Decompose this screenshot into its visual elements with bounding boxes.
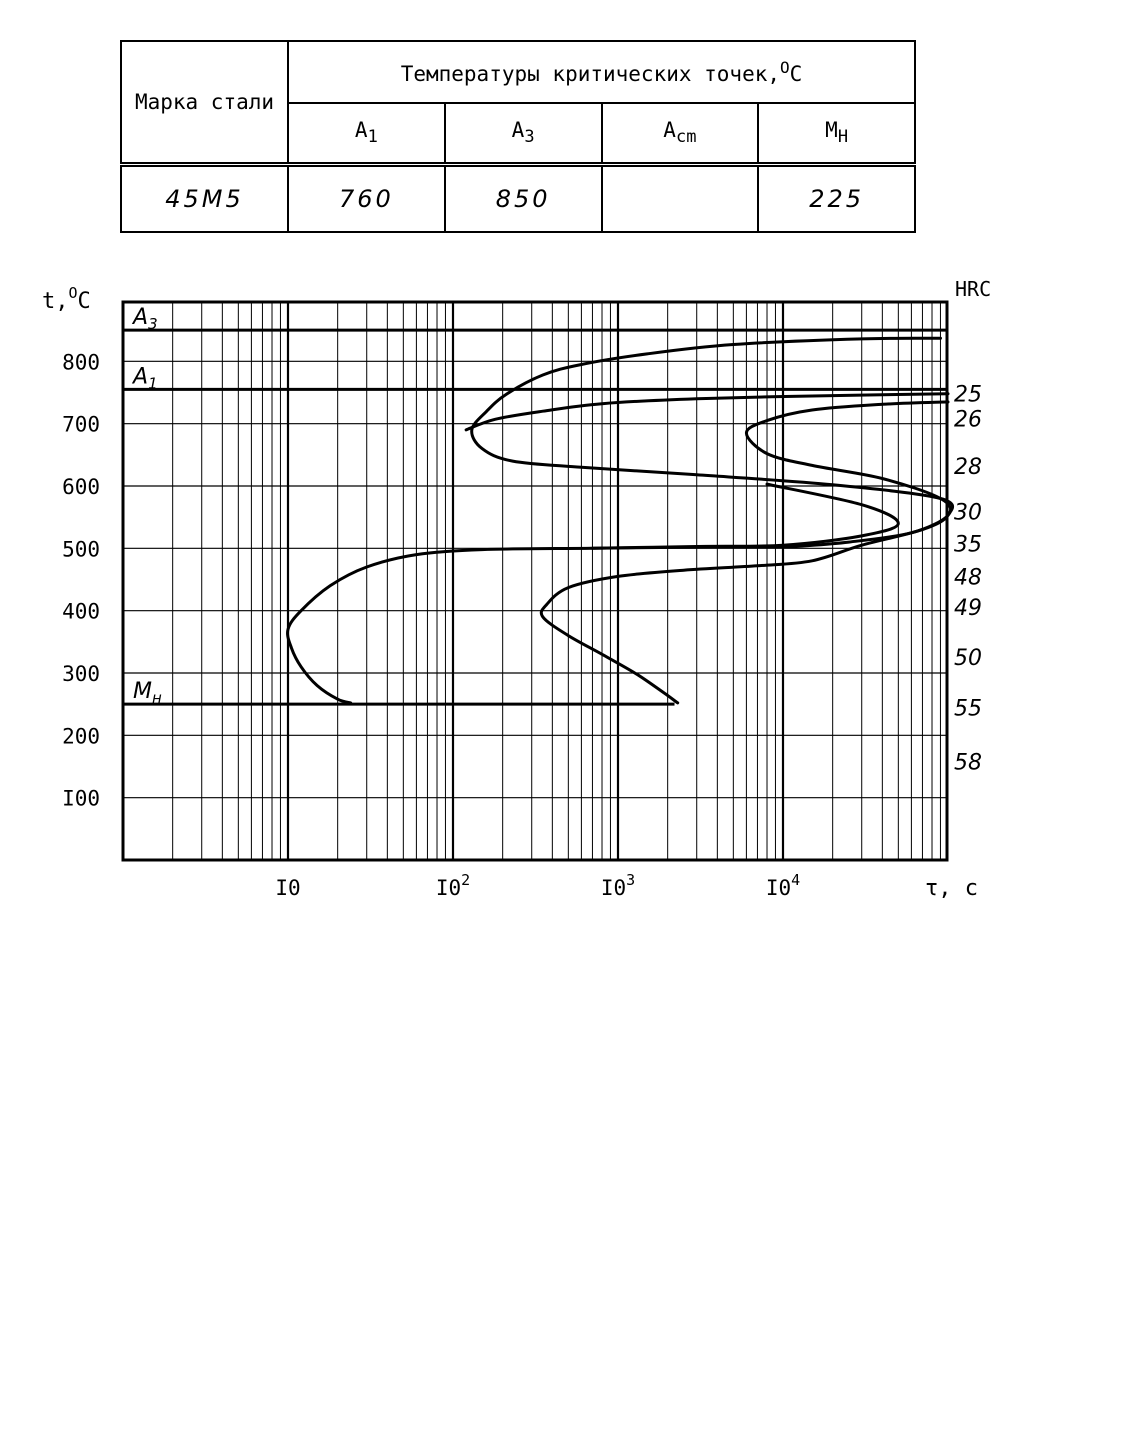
critical-points-table: [120, 40, 916, 233]
col-header-a3: $A_3$: [445, 103, 602, 165]
hrc-value-label: 35: [954, 532, 982, 558]
transformation-curve: [288, 547, 797, 703]
reference-lines: [123, 330, 947, 704]
plot-frame: [123, 302, 947, 860]
y-tick-label: 800: [62, 350, 100, 375]
transformation-curve: [592, 484, 898, 548]
hrc-value-label: 28: [954, 455, 982, 481]
hrc-value-label: 49: [954, 595, 982, 621]
transformation-curve: [466, 394, 948, 430]
x-tick-label: $I0^4$: [765, 871, 801, 900]
temps-header: [288, 41, 915, 103]
x-tick-label: I0: [275, 876, 301, 900]
cell-acm: [602, 165, 759, 233]
x-tick-label: $I0^3$: [600, 871, 636, 900]
hrc-value-label: 25: [954, 382, 982, 408]
reference-line-label: $A_3$: [133, 305, 158, 334]
temps-unit: C: [789, 62, 803, 86]
cell-a3: 850: [445, 165, 602, 233]
hrc-value-label: 48: [954, 565, 982, 591]
col-header-mh: $M_H$: [758, 103, 915, 165]
y-tick-label: 700: [62, 412, 100, 437]
hrc-value-label: 58: [954, 750, 982, 776]
hrc-value-label: 30: [954, 500, 982, 526]
temps-header-text: Температуры критических точек,: [400, 62, 780, 86]
hrc-value-label: 26: [954, 407, 982, 433]
ttt-diagram: [0, 270, 1132, 910]
temps-unit-sup: O: [780, 58, 790, 77]
grid: [123, 302, 947, 860]
transformation-curve: [472, 338, 953, 703]
x-axis-label: τ, с: [925, 876, 978, 901]
labels: [42, 277, 991, 901]
x-tick-label: $I0^2$: [435, 871, 471, 900]
y-tick-label: I00: [62, 786, 100, 811]
y-axis-label: t,$^O$C: [42, 284, 91, 314]
hrc-value-label: 50: [954, 645, 982, 671]
reference-line-label: $A_1$: [133, 364, 158, 393]
y-tick-label: 300: [62, 662, 100, 686]
y-tick-label: 200: [62, 724, 100, 749]
cell-a1: 760: [288, 165, 445, 233]
cell-brand: 45M5: [121, 165, 288, 233]
y-tick-label: 500: [62, 537, 100, 562]
y-tick-label: 600: [62, 475, 100, 499]
hrc-axis-label: HRC: [955, 277, 992, 301]
y-tick-label: 400: [62, 599, 100, 624]
brand-header: Марка стали: [121, 41, 288, 165]
col-header-a1: $A_1$: [288, 103, 445, 165]
col-header-acm: $A_{cm}$: [602, 103, 759, 165]
hrc-value-label: 55: [954, 696, 982, 722]
reference-line-label: $M_н$: [133, 679, 162, 708]
cell-mh: 225: [758, 165, 915, 233]
